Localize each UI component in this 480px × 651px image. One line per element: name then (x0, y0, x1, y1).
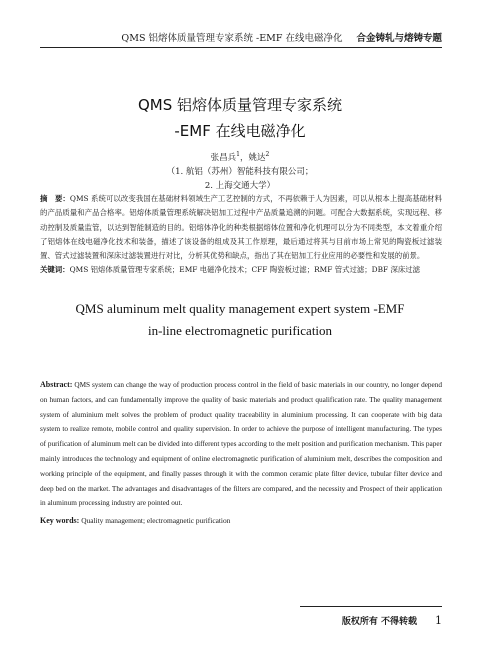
chinese-abstract-text: QMS 系统可以改变我国在基础材料领域生产工艺控制的方式，不再依赖于人为因素，可以从根本上提高基础材料的产品质量和产品合格率。铝熔体质量管理系统解决铝加工过程中产品质量追溯的问题。可配合大数据系统，实现远程、移动控制及质量监管，以达到智能制造的目的。铝熔体净化的种类根据熔体位置和净化机理可以分为不同类型，本文着重介绍了铝熔体在线电磁净化技术和装备，描述了该设备的组成及其工作原理，最后通过将其与目前市场上常见的陶瓷板过滤装置、管式过滤装置和深床过滤装置进行对比，分析其优势和缺点，指出了其在铝加工行业应用的必要性和发展的前景。 (40, 194, 442, 261)
chinese-title-line1: QMS 铝熔体质量管理专家系统 (137, 96, 343, 114)
affiliation-1: （1. 航铝（苏州）智能科技有限公司； (166, 166, 314, 177)
journal-section: 合金铸轧与熔铸专题 (356, 33, 442, 44)
english-abstract-text: QMS system can change the way of production process control in the field of basic materials in our country, no longer depend on human factors, and can fundamentally improve the quality of basic materials and product qualification rate. The quality management system of aluminium melt solves the problem of product quality traceability in aluminium processing. It can cooperate with big data system to realize remote, mobile control and quality supervision. In order to achieve the purpose of intelligent manufacturing. The types of purification of aluminum melt can be divided into different types according to the melt position and purification mechanism. This paper mainly introduces the technology and equipment of online electromagnetic purification of aluminium melt, describes the composition and working principle of the equipment, and finally passes through it with the common ceramic plate filter device, tubular filter device and deep bed on the market. The advantages and disadvantages of the filters are compared, and the necessity and Prospect of their application in aluminum processing industry are pointed out. (40, 381, 443, 508)
author-2-sup: 2 (265, 151, 270, 158)
chinese-abstract-label: 摘 要： (40, 194, 70, 203)
english-title (40, 298, 440, 342)
english-keywords (40, 514, 442, 528)
page-footer (300, 606, 442, 627)
affiliation-2: 2. 上海交通大学） (204, 180, 276, 191)
author-separator: ， (239, 152, 249, 163)
chinese-title-line2: -EMF 在线电磁净化 (174, 122, 306, 140)
author-2: 姚达 (248, 152, 266, 163)
chinese-title (40, 92, 440, 144)
english-keywords-text: Quality management; electromagnetic purification (81, 516, 231, 525)
author-block (40, 148, 440, 193)
english-abstract (40, 378, 442, 511)
english-abstract-label: Abstract: (40, 380, 73, 389)
page-number: 1 (435, 614, 442, 627)
author-1: 张昌兵 (210, 152, 237, 163)
copyright-notice: 版权所有 不得转载 (341, 617, 417, 627)
english-title-line1: QMS aluminum melt quality management expert system -EMF (75, 301, 405, 316)
author-1-sup: 1 (236, 151, 240, 158)
english-keywords-label: Key words: (40, 516, 80, 525)
running-title: QMS 铝熔体质量管理专家系统 -EMF 在线电磁净化 (121, 33, 343, 44)
author-names (40, 148, 440, 165)
chinese-keywords-label: 关键词： (40, 265, 70, 275)
english-title-line2: in-line electromagnetic purification (147, 323, 333, 338)
running-header (40, 26, 442, 48)
chinese-keywords-text: QMS 铝熔体质量管理专家系统；EMF 电磁净化技术；CFF 陶瓷板过滤；RMF 管式过滤；DBF 深床过滤 (69, 265, 421, 275)
chinese-abstract (40, 192, 442, 278)
